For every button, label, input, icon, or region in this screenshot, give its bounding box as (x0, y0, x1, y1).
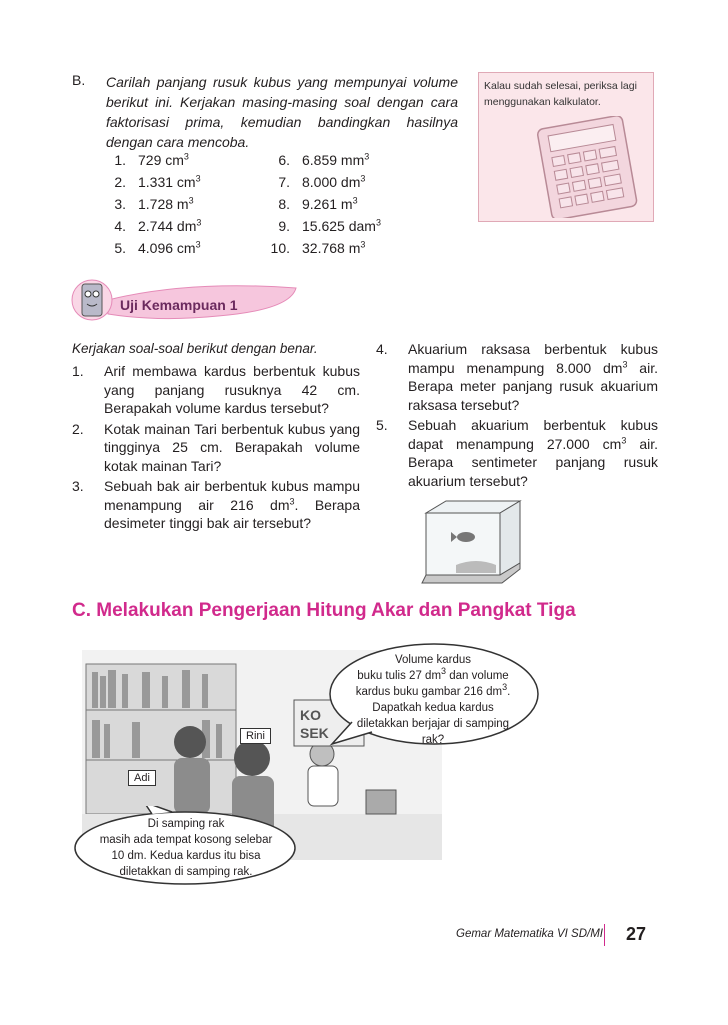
section-c-heading: C. Melakukan Pengerjaan Hitung Akar dan Pangkat Tiga (72, 600, 576, 621)
calculator-icon (526, 116, 644, 218)
list-item: 7. 8.000 $dm^3$ (278, 173, 366, 190)
section-b-instruction: Carilah panjang rusuk kubus yang mempunyai volume berikut ini. Kerjakan masing-masing soal dengan cara faktorisasi prima, kemudian bandingkan hasilnya dengan cara mencoba. (106, 74, 458, 150)
list-item: 2. 1.331 $cm^3$ (114, 173, 201, 190)
list-item: 8. 9.261 $m^3$ (278, 195, 358, 212)
questions-left-column (72, 340, 360, 535)
section-b-letter: B. (72, 72, 86, 88)
label-adi: Adi (128, 770, 156, 786)
footer-divider (604, 924, 605, 946)
list-item: 4. 2.744 $dm^3$ (114, 217, 202, 234)
aquarium-illustration (416, 495, 526, 585)
sign-text-1: KO (300, 707, 321, 723)
question-3: 3. Sebuah bak air berbentuk kubus mampu menampung air 216 $dm^3$. Berapa desimeter tinggi bak air tersebut? (72, 478, 360, 531)
list-item: 9. 15.625 dam$^3$ (278, 217, 381, 234)
footer-book-title: Gemar Matematika VI SD/MI (456, 928, 603, 940)
list-item: 5. 4.096 $cm^3$ (114, 239, 201, 256)
calculator-note: Kalau sudah selesai, periksa lagi menggunakan kalkulator. (484, 80, 637, 108)
question-5: 5. Sebuah akuarium berbentuk kubus dapat menampung 27.000 $cm^3$ air. Berapa sentimeter panjang rusuk akuarium tersebut? (376, 417, 658, 489)
questions-right-column (376, 340, 658, 492)
uji-intro: Kerjakan soal-soal berikut dengan benar. (72, 341, 318, 356)
list-item: 1. 729 $cm^3$ (114, 151, 189, 168)
uji-kemampuan-title: Uji Kemampuan 1 (120, 297, 238, 313)
sign-text-2: SEK (300, 725, 329, 741)
question-2: 2. Kotak mainan Tari berbentuk kubus yang tingginya 25 cm. Berapakah volume kotak mainan Tari? (72, 420, 360, 474)
volume-list-right (264, 150, 444, 260)
page-number: 27 (625, 924, 647, 944)
speech-bubble-top-text: Volume kardus buku tulis 27 $dm^3$ dan volume kardus buku gambar 216 $dm^3$. Dapatkah kedua kardus diletakkan berjajar di samping rak? (355, 654, 511, 746)
list-item: 10. 32.768 $m^3$ (270, 239, 366, 256)
mascot-icon (72, 280, 112, 320)
volume-list-left (100, 150, 260, 260)
list-item: 6. 6.859 $mm^3$ (278, 151, 370, 168)
label-rini: Rini (240, 728, 271, 744)
speech-bubble-bottom-text: Di samping rak masih ada tempat kosong selebar 10 dm. Kedua kardus itu bisa diletakkan di samping rak. (99, 818, 273, 878)
question-1: 1. Arif membawa kardus berbentuk kubus yang panjang rusuknya 42 cm. Berapakah volume kardus tersebut? (72, 363, 360, 416)
list-item: 3. 1.728 $m^3$ (114, 195, 194, 212)
question-4: 4. Akuarium raksasa berbentuk kubus mampu menampung 8.000 $dm^3$ air. Berapa meter panjang rusuk akuarium raksasa tersebut? (376, 341, 658, 413)
